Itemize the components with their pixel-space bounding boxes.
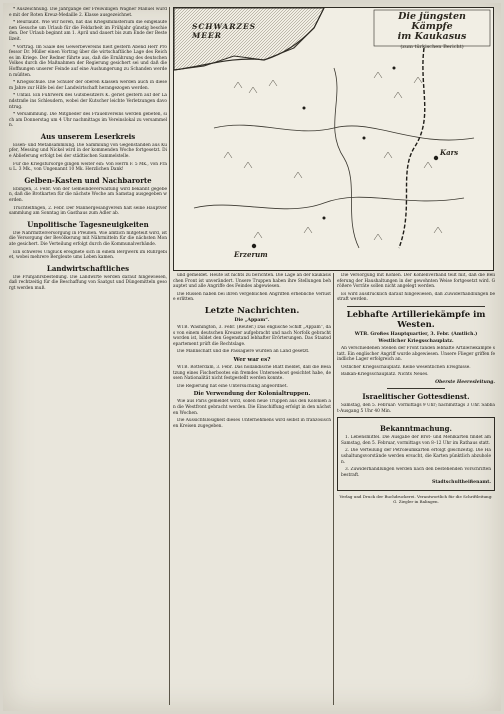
news-paragraph: Die Russen haben bei ihren vergeblichen Angriffen erhebliche Verluste erlitten. — [173, 291, 331, 303]
imprint: Verlag und Druck der Buchdruckerei. Verantwortlich für die Schriftleitung: G. Ziegler in Balingen. — [339, 494, 493, 505]
news-paragraph: Ein schweres Unglück ereignete sich in einem Bergwerk im Ruhrgebiet, wobei mehrere Bergleute ums Leben kamen. — [9, 249, 167, 261]
section-heading: Landwirtschaftliches — [46, 263, 130, 273]
news-paragraph: * Beurlaubt. Wie wir hören, hat das Kriegsministerium die eingelaufenen Gesuche um Urlaub für die Feldarbeit im Frühjahr günstig beschieden. Der Urlaub beginnt am 1. April und dauert bis zum Ende der Bestellzeit. — [9, 20, 167, 42]
divider — [387, 388, 445, 389]
signature: Oberste Heeresleitung. — [435, 379, 495, 385]
section-heading: Israelitischer Gottesdienst. — [362, 391, 470, 401]
column-rule — [333, 273, 334, 705]
news-paragraph: Ebingen, 3. Febr. Von der Gemeindeverwaltung wird bekannt gegeben, daß die Brotkarten für die nächste Woche am Samstag ausgegeben werden. — [9, 186, 167, 204]
announcement-heading: Bekanntmachung. — [380, 424, 452, 434]
announcement-paragraph: 3. Zuwiderhandlungen werden nach den bestehenden Vorschriften bestraft. — [341, 467, 491, 478]
news-paragraph: Eisen- und Metallsammlung. Die Sammlung von Gegenständen aus Kupfer, Messing und Nickel wird in der kommenden Woche fortgesetzt. Die Ablieferung erfolgt bei der städtischen Sammelstelle. — [9, 142, 167, 160]
caucasus-map — [173, 7, 494, 271]
newspaper-page — [3, 3, 501, 711]
news-paragraph: * Unfall. Ein Fuhrwerk des Gutsbesitzers K. geriet gestern auf der Landstraße ins Schleudern, wobei der Kutscher leichte Verletzungen davontrug. — [9, 93, 167, 110]
news-paragraph: * Vortrag. Im Saale des Gewerbevereins hielt gestern Abend Herr Professor Dr. Müller einen Vortrag über die wirtschaftliche Lage des Reiches im Kriege. Der Redner führte aus, daß die Ernährung des deutschen Volkes durch die Maßnahmen der Regierung gesichert sei und daß die Hoffnungen unserer Feinde auf eine Aushungerung zu Schanden werden müßten. — [9, 44, 167, 78]
announcement-paragraph: 2. Die Verteilung der Petroleumkarten erfolgt gleichzeitig. Die Haushaltungsvorstände werden ersucht, die Karten pünktlich abzuholen. — [341, 448, 491, 465]
news-paragraph: An verschiedenen Stellen der Front fanden lebhafte Artilleriekämpfe statt. Ein englischer Angriff wurde abgewiesen. Unsere Flieger griffen feindliche Lager erfolgreich an. — [337, 345, 495, 363]
map-label-sea: SCHWARZES MEER — [192, 22, 257, 40]
subheading: Westlicher Kriegsschauplatz. — [378, 338, 454, 344]
news-paragraph: Die Frühjahrsbestellung. Die Landwirte werden darauf hingewiesen, daß rechtzeitig für die Beschaffung von Saatgut und Düngemitteln gesorgt werden muß. — [9, 274, 167, 291]
news-paragraph: Die Nährmittelversorgung in Preußen. Wie amtlich mitgeteilt wird, ist die Versorgung der Bevölkerung mit Nährmitteln für die nächsten Monate gesichert. Die Verteilung erfolgt durch die Kommunalverbände. — [9, 230, 167, 247]
news-paragraph: Die Aussichtslosigkeit dieses Unternehmens wird selbst in französischen Kreisen zugegeben. — [173, 418, 331, 429]
section-heading: Letzte Nachrichten. — [204, 305, 300, 316]
news-paragraph: * Auszeichnung. Die Jahrgänge der Freiwilligen Wagner Manuel wurde mit der Roten Kreuz-Medaille 2. Klasse ausgezeichnet. — [9, 7, 167, 18]
news-paragraph: Für die Kriegsfürsorge gingen weiter ein: Von Herrn F. 5 Mk., von Frau L. 3 Mk., von Ungenannt 10 Mk. Herzlichen Dank! — [9, 161, 167, 173]
map-title — [377, 12, 487, 52]
announcement-paragraph: 1. Lebensmittel. Die Ausgabe der Brot- und Mehlkarten findet am Samstag, den 5. Februar, vormittags von 8–12 Uhr im Rathaus statt. — [341, 435, 491, 446]
news-paragraph: und gemeldet. Heute ist nichts zu berichten. Die Lage an der kaukasischen Front ist unverändert. Unsere Truppen haben ihre Stellungen behauptet und alle Angriffe des Feindes abgewiesen. — [173, 273, 331, 290]
column-left — [9, 7, 167, 294]
announcement-signature: Stadtschultheißenamt. — [432, 480, 491, 486]
news-paragraph: Die Regierung hat eine Untersuchung angeordnet. — [177, 383, 288, 389]
subheading: Die Verwendung der Kolonialtruppen. — [193, 391, 311, 398]
news-paragraph: Östlicher Kriegsschauplatz. Keine wesentlichen Ereignisse. — [341, 364, 471, 370]
news-paragraph: Truchtelfingen, 2. Febr. Der Männergesangverein hält seine Hauptversammlung am Sonntag im Gasthaus zum Adler ab. — [9, 205, 167, 217]
column-rule — [169, 7, 170, 705]
map-title-line: Die jüngsten Kämpfe — [398, 11, 466, 32]
news-paragraph: * Versammlung. Die Mitglieder des Frauenvereins werden gebeten, sich am Donnerstag um 4 Uhr nachmittags im Vereinslokal zu versammeln. — [9, 112, 167, 129]
column-middle — [173, 273, 331, 431]
section-heading: Aus unserem Leserkreis — [40, 131, 136, 141]
section-heading: Gelben-Kasten und Nachbarorte — [24, 175, 152, 185]
news-paragraph: Die Versorgung mit Kohlen. Der Kohlenverband teilt mit, daß die Belieferung der Haushaltungen in der gewohnten Weise fortgesetzt wird. Größere Vorräte sollen nicht angelegt werden. — [337, 273, 495, 290]
news-paragraph: WTB. Washington, 3. Febr. (Reuter.) Das englische Schiff „Appam“, das von einem deutschen Kreuzer aufgebracht und nach Norfolk gebracht worden ist, bildet den Gegenstand lebhafter Erörterungen. Das Staatsdepartement prüft die Rechtslage. — [173, 324, 331, 347]
map-label-kars: Kars — [440, 148, 459, 157]
news-paragraph: Es wird ausdrücklich darauf hingewiesen, daß Zuwiderhandlungen bestraft werden. — [337, 291, 495, 303]
news-paragraph: Balkan-Kriegsschauplatz. Nichts Neues. — [341, 372, 429, 378]
map-subtitle: (zum türkischen Bericht) — [400, 44, 464, 50]
announcement-box — [337, 417, 495, 491]
news-paragraph: Wie aus Paris gemeldet wird, sollen neue Truppen aus den Kolonien an die Westfront gebracht werden. Die Einschiffung erfolgt in den nächsten Wochen. — [173, 399, 331, 416]
map-label-erzerum: Erzerum — [234, 250, 268, 259]
subheading: Wer war es? — [233, 356, 271, 363]
column-right — [337, 273, 495, 506]
news-paragraph: WTB. Rotterdam, 3. Febr. Das holländische Blatt meldet, daß die Besatzung eines Fischerbootes ein fremdes Unterseeboot gesichtet habe, dessen Nationalität nicht festgestellt werden konnte. — [173, 364, 331, 382]
map-title-line: im Kaukasus — [397, 31, 467, 42]
subheading: WTB. Großes Hauptquartier, 3. Febr. (Amtlich.) — [354, 331, 478, 337]
news-paragraph: * Kriegsschule. Die Schüler der oberen Klassen werden auch in diesem Jahre zur Hilfe bei der Landwirtschaft herangezogen werden. — [9, 80, 167, 91]
news-paragraph: Samstag, den 5. Februar: Vormittags 9 Uhr; nachmittags 3 Uhr. Sabbat-Ausgang 5 Uhr 40 Min. — [337, 402, 495, 414]
section-heading: Lebhafte Artilleriekämpfe im Westen. — [346, 309, 486, 330]
section-heading: Unpolitische Tagesneuigkeiten — [27, 219, 149, 229]
subheading: Die „Appam“. — [234, 317, 270, 323]
news-paragraph: Die Mannschaft und die Passagiere wurden an Land gesetzt. — [177, 349, 310, 355]
divider — [347, 306, 485, 307]
